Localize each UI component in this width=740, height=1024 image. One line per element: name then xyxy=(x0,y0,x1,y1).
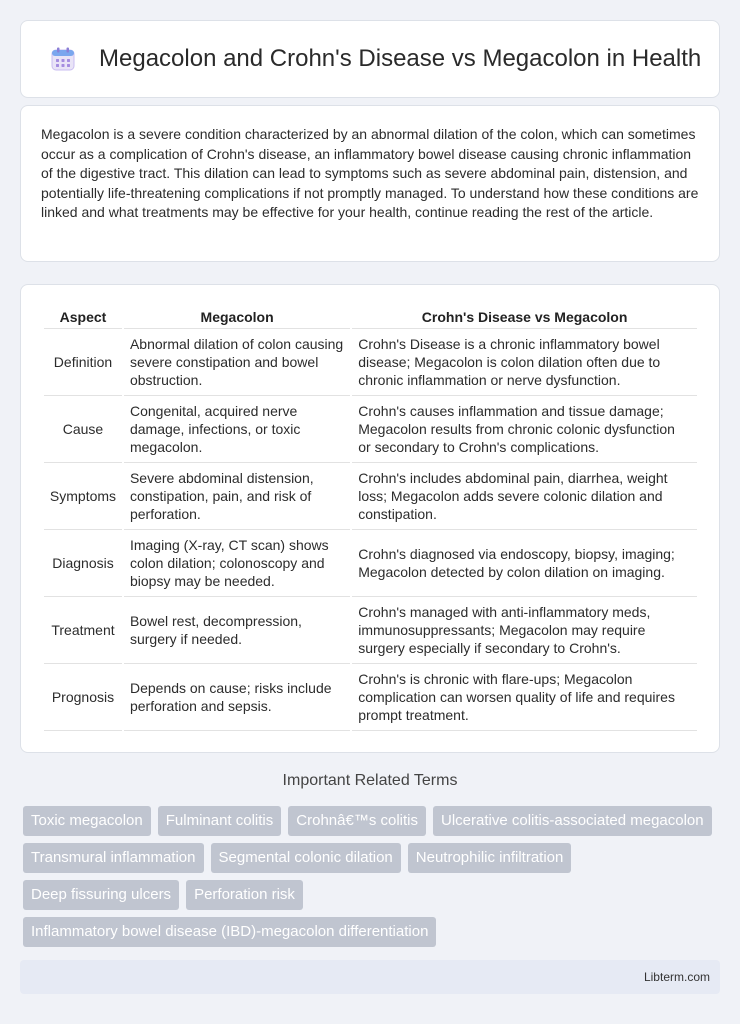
related-term-tag[interactable]: Fulminant colitis xyxy=(158,806,282,836)
comparison-cell: Crohn's managed with anti-inflammatory meds, immunosuppressants; Megacolon may require surgery especially if secondary to Crohn's. xyxy=(352,597,697,664)
megacolon-cell: Abnormal dilation of colon causing severe constipation and bowel obstruction. xyxy=(124,329,350,396)
megacolon-cell: Depends on cause; risks include perforation and sepsis. xyxy=(124,664,350,731)
related-term-tag[interactable]: Crohnâ€™s colitis xyxy=(288,806,426,836)
footer-bar xyxy=(20,960,720,994)
calendar-icon xyxy=(50,46,76,72)
aspect-cell: Symptoms xyxy=(44,463,122,530)
page-title: Megacolon and Crohn's Disease vs Megacolon in Health xyxy=(99,45,702,72)
table-row xyxy=(44,530,697,597)
aspect-cell: Cause xyxy=(44,396,122,463)
related-term-tag[interactable]: Inflammatory bowel disease (IBD)-megacolon differentiation xyxy=(23,917,436,947)
comparison-cell: Crohn's causes inflammation and tissue damage; Megacolon results from chronic colonic dysfunction or secondary to Crohn's complications. xyxy=(352,396,697,463)
megacolon-cell: Bowel rest, decompression, surgery if needed. xyxy=(124,597,350,664)
related-term-tag[interactable]: Neutrophilic infiltration xyxy=(408,843,572,873)
comparison-cell: Crohn's diagnosed via endoscopy, biopsy, imaging; Megacolon detected by colon dilation on imaging. xyxy=(352,530,697,597)
intro-paragraph: Megacolon is a severe condition characterized by an abnormal dilation of the colon, which can sometimes occur as a complication of Crohn's disease, an inflammatory bowel disease causing chronic inflammation of the digestive tract. This dilation can lead to symptoms such as severe abdominal pain, distension, and potentially life-threatening complications if not promptly managed. To understand how these conditions are linked and what treatments may be effective for your health, continue reading the rest of the article. xyxy=(41,126,699,221)
header-card xyxy=(20,20,720,98)
header-crohns-vs-megacolon: Crohn's Disease vs Megacolon xyxy=(352,303,697,329)
footer-brand-link[interactable]: Libterm.com xyxy=(643,970,710,984)
table-row xyxy=(44,396,697,463)
related-term-tag[interactable]: Ulcerative colitis-associated megacolon xyxy=(433,806,712,836)
intro-card xyxy=(20,105,720,262)
related-terms-title: Important Related Terms xyxy=(282,772,458,789)
related-term-tag[interactable]: Transmural inflammation xyxy=(23,843,204,873)
table-row xyxy=(44,664,697,731)
megacolon-cell: Severe abdominal distension, constipation, pain, and risk of perforation. xyxy=(124,463,350,530)
related-terms-list xyxy=(23,806,723,947)
related-term-tag[interactable]: Deep fissuring ulcers xyxy=(23,880,179,910)
aspect-cell: Definition xyxy=(44,329,122,396)
related-term-tag[interactable]: Segmental colonic dilation xyxy=(211,843,401,873)
related-term-tag[interactable]: Toxic megacolon xyxy=(23,806,151,836)
table-header-row xyxy=(44,303,697,329)
comparison-cell: Crohn's Disease is a chronic inflammatory bowel disease; Megacolon is colon dilation often due to chronic inflammation or nerve dysfunction. xyxy=(352,329,697,396)
aspect-cell: Treatment xyxy=(44,597,122,664)
table-row xyxy=(44,463,697,530)
table-row xyxy=(44,597,697,664)
aspect-cell: Diagnosis xyxy=(44,530,122,597)
megacolon-cell: Congenital, acquired nerve damage, infections, or toxic megacolon. xyxy=(124,396,350,463)
comparison-cell: Crohn's includes abdominal pain, diarrhea, weight loss; Megacolon adds severe colonic dilation and constipation. xyxy=(352,463,697,530)
megacolon-cell: Imaging (X-ray, CT scan) shows colon dilation; colonoscopy and biopsy may be needed. xyxy=(124,530,350,597)
table-row xyxy=(44,329,697,396)
header-aspect: Aspect xyxy=(44,303,122,329)
related-term-tag[interactable]: Perforation risk xyxy=(186,880,303,910)
aspect-cell: Prognosis xyxy=(44,664,122,731)
comparison-table xyxy=(42,303,699,731)
header-megacolon: Megacolon xyxy=(124,303,350,329)
comparison-cell: Crohn's is chronic with flare-ups; Megacolon complication can worsen quality of life and requires prompt treatment. xyxy=(352,664,697,731)
comparison-table-card xyxy=(20,284,720,753)
